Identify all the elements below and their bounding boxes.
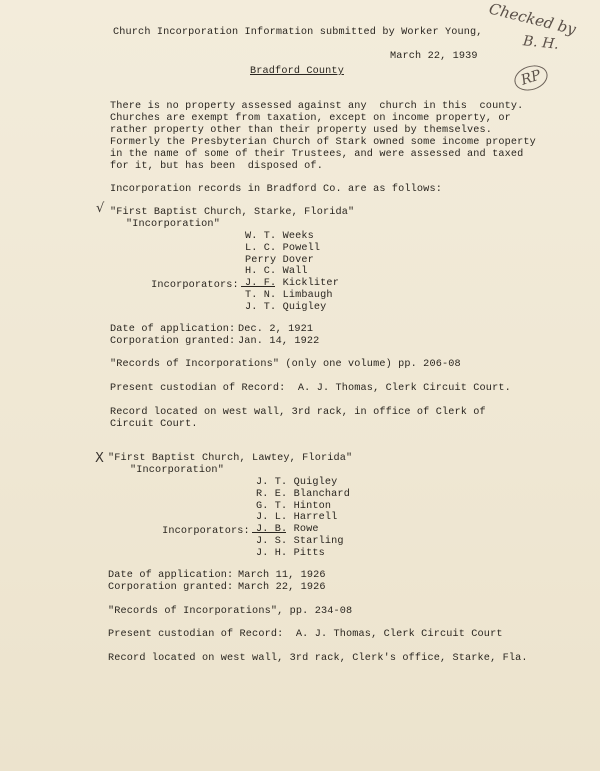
church-1-custodian: Present custodian of Record: A. J. Thomas, Clerk Circuit Court. [110, 383, 511, 394]
church-1-incorporator-2: L. C. Powell [245, 243, 321, 254]
church-1-granted-label: Corporation granted: [110, 336, 236, 347]
church-2-incorporator-1: J. T. Quigley [256, 477, 338, 488]
church-1-incorporator-5: J. F. Kickliter [245, 278, 339, 289]
church-1-location-1: Record located on west wall, 3rd rack, in office of Clerk of [110, 407, 486, 418]
church-2-incorporator-2: R. E. Blanchard [256, 489, 350, 500]
check-mark-icon: √ [96, 201, 105, 216]
church-2-granted-label: Corporation granted: [108, 582, 234, 593]
intro-line-3: rather property other than their property used by themselves. [110, 125, 493, 136]
page-title: Church Incorporation Information submitted by Worker Young, [113, 27, 483, 38]
church-1-name: "First Baptist Church, Starke, Florida" [110, 207, 355, 218]
church-1-records: "Records of Incorporations" (only one volume) pp. 206-08 [110, 359, 461, 370]
church-2-application-label: Date of application: [108, 570, 234, 581]
intro-line-2: Churches are exempt from taxation, except on income property, or [110, 113, 511, 124]
church-1-subtitle: "Incorporation" [126, 219, 220, 230]
handwritten-checked-by: Checked by [487, 0, 578, 39]
handwritten-initials: B. H. [522, 33, 560, 53]
intro-line-1: There is no property assessed against any church in this county. [110, 101, 524, 112]
church-1-application-label: Date of application: [110, 324, 236, 335]
church-2-incorporator-7: J. H. Pitts [256, 548, 325, 559]
x-mark-icon: X [95, 451, 104, 466]
church-2-subtitle: "Incorporation" [130, 465, 224, 476]
church-1-incorporator-6: T. N. Limbaugh [245, 290, 333, 301]
incorporators-label: Incorporators: [151, 280, 239, 291]
intro-line-4: Formerly the Presbyterian Church of Stark owned some income property [110, 137, 536, 148]
church-2-location-1: Record located on west wall, 3rd rack, Clerk's office, Starke, Fla. [108, 653, 528, 664]
intro-line-6: for it, but has been disposed of. [110, 161, 323, 172]
church-2-application-date: March 11, 1926 [238, 570, 326, 581]
document-date: March 22, 1939 [390, 51, 478, 62]
county-heading: Bradford County [250, 66, 344, 77]
church-1-granted-date: Jan. 14, 1922 [238, 336, 320, 347]
church-2-incorporator-4: J. L. Harrell [256, 512, 338, 523]
church-1-incorporator-7: J. T. Quigley [245, 302, 327, 313]
handwritten-seal: RP [511, 61, 551, 94]
church-1-incorporator-1: W. T. Weeks [245, 231, 314, 242]
church-2-name: "First Baptist Church, Lawtey, Florida" [108, 453, 353, 464]
church-1-incorporator-3: Perry Dover [245, 255, 314, 266]
church-2-granted-date: March 22, 1926 [238, 582, 326, 593]
church-1-application-date: Dec. 2, 1921 [238, 324, 314, 335]
church-2-incorporator-6: J. S. Starling [256, 536, 344, 547]
records-intro: Incorporation records in Bradford Co. are as follows: [110, 184, 442, 195]
church-1-incorporator-4: H. C. Wall [245, 266, 308, 277]
intro-line-5: in the name of some of their Trustees, and were assessed and taxed [110, 149, 524, 160]
church-2-records: "Records of Incorporations", pp. 234-08 [108, 606, 353, 617]
church-2-custodian: Present custodian of Record: A. J. Thomas, Clerk Circuit Court [108, 629, 503, 640]
church-2-incorporator-3: G. T. Hinton [256, 501, 332, 512]
church-1-location-2: Circuit Court. [110, 419, 198, 430]
incorporators-label: Incorporators: [162, 526, 250, 537]
church-2-incorporator-5: J. B. Rowe [256, 524, 319, 535]
